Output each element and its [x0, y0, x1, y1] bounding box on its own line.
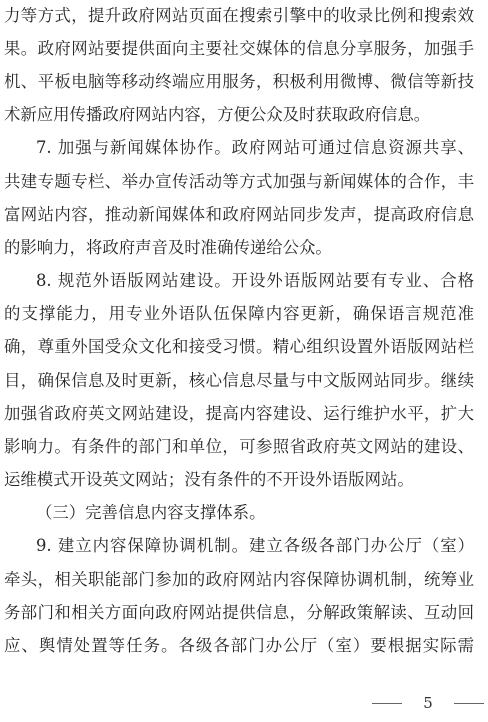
text-line: 运维模式开设英文网站；没有条件的不开设外语版网站。 — [4, 470, 414, 489]
paragraph-9-heading: 9. 建立内容保障协调机制。建立各级各部门办公厅（室） — [36, 536, 474, 555]
text-line: 术新应用传播政府网站内容，方便公众及时获取政府信息。 — [4, 105, 431, 124]
text-line: 应、舆情处置等任务。各级各部门办公厅（室）要根据实际需 — [4, 636, 474, 655]
footer-dash-left — [372, 703, 402, 704]
text-line: 影响力。有条件的部门和单位，可参照省政府英文网站的建设、 — [4, 437, 474, 456]
text-line: 的影响力，将政府声音及时准确传递给公众。 — [4, 238, 332, 257]
text-line: 力等方式，提升政府网站页面在搜索引擎中的收录比例和搜索效 — [4, 6, 474, 25]
text-line: 加强省政府英文网站建设，提高内容建设、运行维护水平，扩大 — [4, 404, 474, 423]
page-footer — [372, 691, 484, 715]
text-line: 目，确保信息及时更新，核心信息尽量与中文版网站同步。继续 — [4, 371, 474, 390]
text-line: 富网站内容，推动新闻媒体和政府网站同步发声，提高政府信息 — [4, 205, 474, 224]
text-line: 果。政府网站要提供面向主要社交媒体的信息分享服务，加强手 — [4, 39, 474, 58]
text-line: 共建专题专栏、举办宣传活动等方式加强与新闻媒体的合作，丰 — [4, 172, 474, 191]
section-heading: （三）完善信息内容支撑体系。 — [36, 503, 266, 522]
text-line: 牵头，相关职能部门参加的政府网站内容保障协调机制，统筹业 — [4, 570, 474, 589]
text-line: 确，尊重外国受众文化和接受习惯。精心组织设置外语版网站栏 — [4, 337, 474, 356]
text-line: 机、平板电脑等移动终端应用服务，积极利用微博、微信等新技 — [4, 72, 474, 91]
paragraph-8-heading: 8. 规范外语版网站建设。开设外语版网站要有专业、合格 — [36, 271, 474, 290]
footer-dash-right — [454, 703, 484, 704]
page-number: 5 — [423, 694, 433, 712]
text-line: 的支撑能力，用专业外语队伍保障内容更新，确保语言规范准 — [4, 304, 474, 323]
text-line: 务部门和相关方面向政府网站提供信息，分解政策解读、互动回 — [4, 603, 474, 622]
paragraph-7-heading: 7. 加强与新闻媒体协作。政府网站可通过信息资源共享、 — [36, 138, 474, 157]
